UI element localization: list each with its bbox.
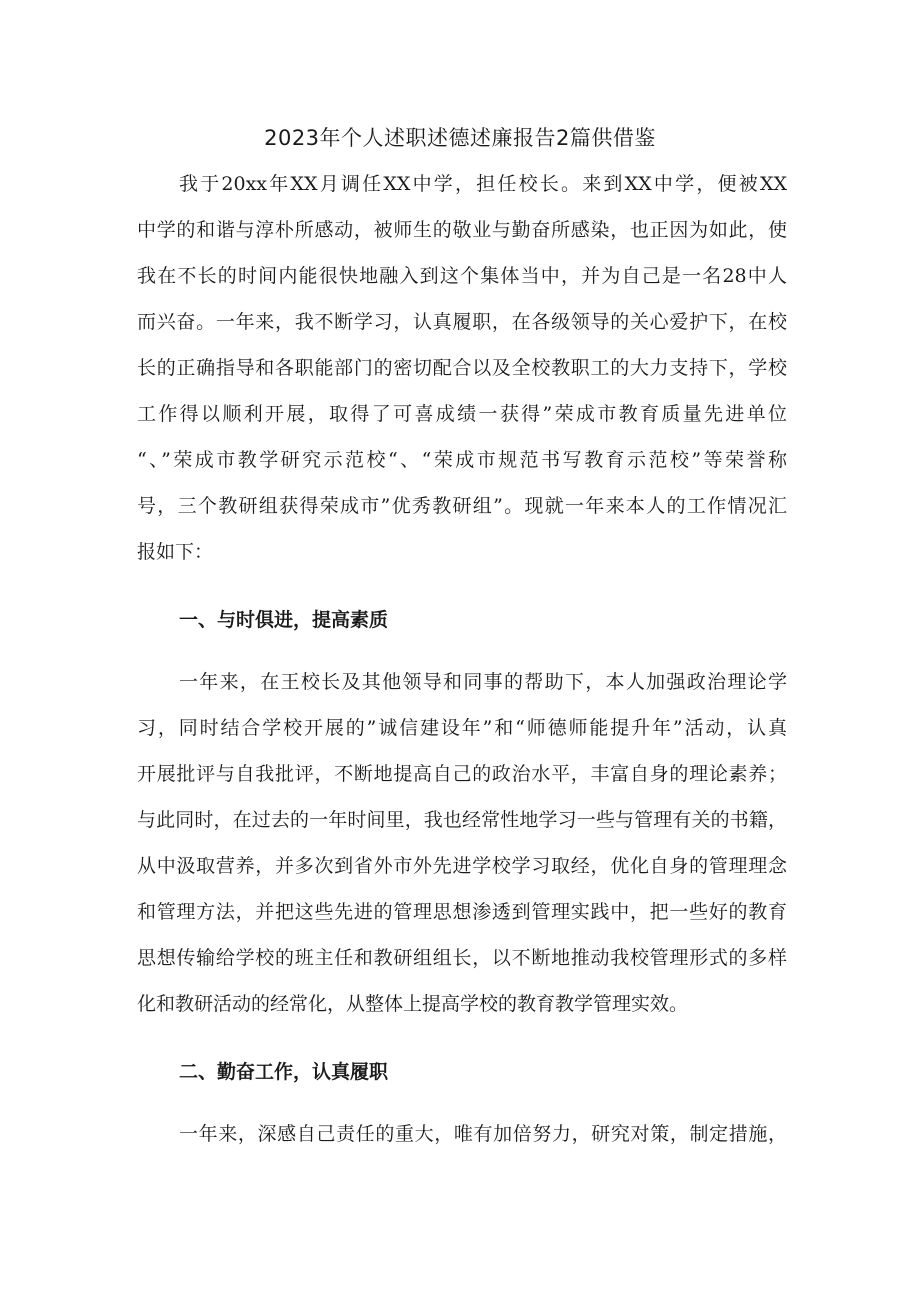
paragraph-1-line-7: “、”荣成市教学研究示范校“、“荣成市规范书写教育示范校”等荣誉称: [137, 449, 787, 471]
paragraph-1-line-3: 我在不长的时间内能很快地融入到这个集体当中，并为自己是一名28中人: [137, 265, 787, 287]
paragraph-1-line-8: 号，三个教研组获得荣成市”优秀教研组”。现就一年来本人的工作情况汇: [137, 495, 787, 517]
paragraph-2-line-2: 习，同时结合学校开展的”诚信建设年”和“师德师能提升年”活动，认真: [137, 717, 787, 739]
paragraph-1-line-1: 我于20xx年XX月调任XX中学，担任校长。来到XX中学，便被XX: [179, 173, 787, 195]
paragraph-2-line-3: 开展批评与自我批评，不断地提高自己的政治水平，丰富自身的理论素养；: [137, 763, 787, 785]
paragraph-2-line-7: 思想传输给学校的班主任和教研组组长，以不断地推动我校管理形式的多样: [137, 947, 787, 969]
paragraph-2-line-4: 与此同时，在过去的一年时间里，我也经常性地学习一些与管理有关的书籍，: [137, 809, 787, 831]
document-title: 2023年个人述职述德述廉报告2篇供借鉴: [264, 126, 656, 150]
paragraph-2-line-5: 从中汲取营养，并多次到省外市外先进学校学习取经，优化自身的管理理念: [137, 855, 787, 877]
paragraph-2-line-6: 和管理方法，并把这些先进的管理思想渗透到管理实践中，把一些好的教育: [137, 901, 787, 923]
paragraph-3-line-1: 一年来，深感自己责任的重大，唯有加倍努力，研究对策，制定措施，: [179, 1123, 787, 1145]
paragraph-2-line-8: 化和教研活动的经常化，从整体上提高学校的教育教学管理实效。: [137, 993, 689, 1015]
paragraph-1-line-9: 报如下：: [137, 541, 214, 563]
paragraph-2-line-1: 一年来，在王校长及其他领导和同事的帮助下，本人加强政治理论学: [179, 671, 787, 693]
section-heading-1: 一、与时俱进，提高素质: [179, 609, 389, 631]
paragraph-1-line-5: 长的正确指导和各职能部门的密切配合以及全校教职工的大力支持下，学校: [137, 357, 787, 379]
paragraph-1-line-2: 中学的和谐与淳朴所感动，被师生的敬业与勤奋所感染，也正因为如此，使: [137, 219, 787, 241]
paragraph-1-line-6: 工作得以顺利开展，取得了可喜成绩一获得”荣成市教育质量先进单位: [137, 403, 787, 425]
section-heading-2: 二、勤奋工作，认真履职: [179, 1061, 389, 1083]
paragraph-1-line-4: 而兴奋。一年来，我不断学习，认真履职，在各级领导的关心爱护下，在校: [137, 311, 787, 333]
